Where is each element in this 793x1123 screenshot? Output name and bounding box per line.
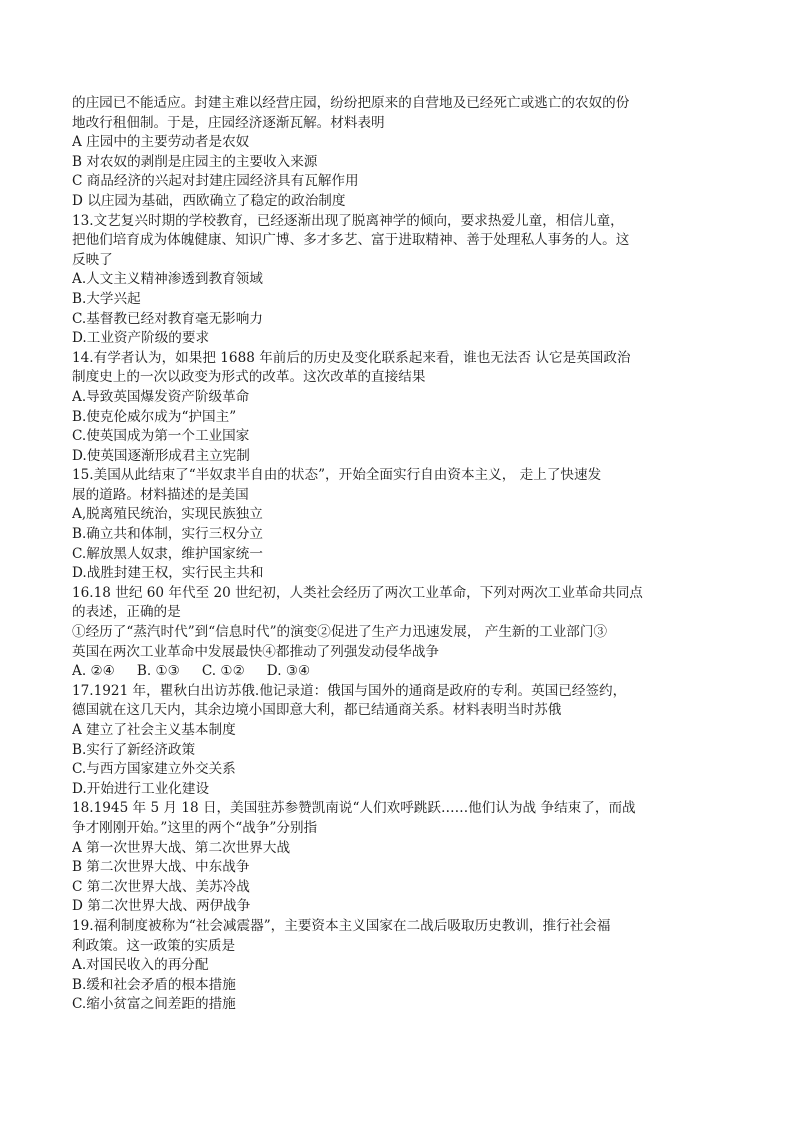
question-16-stem: 英国在两次工业革命中发展最快④都推动了列强发动侵华战争 bbox=[72, 643, 440, 660]
question-13-stem: 把他们培育成为体魄健康、知识广博、多才多艺、富于进取精神、善于处理私人事务的人。这 bbox=[72, 232, 630, 249]
question-15-stem: 展的道路。材料描述的是美国 bbox=[72, 486, 249, 503]
option-b: B. ①③ bbox=[136, 663, 180, 680]
option-c: C 第二次世界大战、美苏冷战 bbox=[72, 878, 250, 895]
question-17-stem: 17.1921 年，瞿秋白出访苏俄.他记录道：俄国与国外的通商是政府的专利。英国已经签约， bbox=[72, 682, 627, 699]
option-b: B 第二次世界大战、中东战争 bbox=[72, 859, 250, 876]
option-c: C.解放黑人奴隶，维护国家统一 bbox=[72, 545, 263, 562]
question-16-options bbox=[72, 662, 722, 682]
option-c: C 商品经济的兴起对封建庄园经济具有瓦解作用 bbox=[72, 173, 359, 190]
option-d: D 以庄园为基础，西欧确立了稳定的政治制度 bbox=[72, 192, 346, 209]
question-14-stem: 14.有学者认为，如果把 1688 年前后的历史及变化联系起来看，谁也无法否 认它是英国政治 bbox=[72, 349, 631, 366]
option-d: D. ③④ bbox=[266, 663, 311, 680]
option-d: D.开始进行工业化建设 bbox=[72, 780, 210, 797]
option-c: C.缩小贫富之间差距的措施 bbox=[72, 996, 236, 1013]
question-17-stem: 德国就在这几天内，其余边境小国即意大利，都已结通商关系。材料表明当时苏俄 bbox=[72, 702, 562, 719]
option-d: D.战胜封建王权，实行民主共和 bbox=[72, 565, 264, 582]
option-a: A.导致英国爆发资产阶级革命 bbox=[72, 388, 250, 405]
question-19-stem: 19.福利制度被称为“社会减震器”，主要资本主义国家在二战后吸取历史教训，推行社会福 bbox=[72, 917, 611, 934]
option-a: A 庄园中的主要劳动者是农奴 bbox=[72, 134, 250, 151]
option-c: C.基督教已经对教育毫无影响力 bbox=[72, 310, 263, 327]
option-b: B.大学兴起 bbox=[72, 290, 141, 307]
option-a: A.对国民收入的再分配 bbox=[72, 957, 209, 974]
text-line: 的庄园已不能适应。封建主难以经营庄园，纷纷把原来的自营地及已经死亡或逃亡的农奴的份 bbox=[72, 95, 630, 111]
option-c: C.使英国成为第一个工业国家 bbox=[72, 428, 250, 445]
question-16-stem: 的表述，正确的是 bbox=[72, 604, 181, 621]
option-d: D 第二次世界大战、两伊战争 bbox=[72, 898, 251, 915]
question-18-stem: 18.1945 年 5 月 18 日，美国驻苏参赞凯南说“人们欢呼跳跃……他们认为战 争结束了，而战 bbox=[72, 800, 636, 817]
option-a: A 第一次世界大战、第二次世界大战 bbox=[72, 839, 291, 856]
question-13-stem: 反映了 bbox=[72, 251, 113, 268]
document-page bbox=[72, 94, 722, 1015]
option-b: B.使克伦威尔成为“护国主” bbox=[72, 408, 237, 425]
question-14-stem: 制度史上的一次以政变为形式的改革。这次改革的直接结果 bbox=[72, 369, 426, 386]
option-c: C.与西方国家建立外交关系 bbox=[72, 761, 236, 778]
option-b: B.确立共和体制，实行三权分立 bbox=[72, 526, 264, 543]
option-b: B.缓和社会矛盾的根本措施 bbox=[72, 976, 236, 993]
option-b: B.实行了新经济政策 bbox=[72, 741, 196, 758]
question-16-stem: ①经历了“蒸汽时代”到“信息时代”的演变②促进了生产力迅速发展， 产生新的工业部门③ bbox=[72, 624, 608, 641]
option-d: D.使英国逐渐形成君主立宪制 bbox=[72, 447, 250, 464]
option-a: A. ②④ bbox=[72, 663, 115, 680]
question-19-stem: 利政策。这一政策的实质是 bbox=[72, 937, 236, 954]
text-line: 地改行租佃制。于是，庄园经济逐渐瓦解。材料表明 bbox=[72, 114, 385, 131]
option-c: C. ①② bbox=[201, 663, 245, 680]
option-a: A,脱离殖民统治，实现民族独立 bbox=[72, 506, 263, 523]
option-b: B 对农奴的剥削是庄园主的主要收入来源 bbox=[72, 153, 318, 170]
option-a: A 建立了社会主义基本制度 bbox=[72, 722, 236, 738]
question-13-stem: 13.文艺复兴时期的学校教育，已经逐渐出现了脱离神学的倾向，要求热爱儿童，相信儿童， bbox=[72, 212, 624, 229]
question-15-stem: 15.美国从此结束了“半奴隶半自由的状态”，开始全面实行自由资本主义， 走上了快速发 bbox=[72, 467, 602, 484]
question-16-stem: 16.18 世纪 60 年代至 20 世纪初，人类社会经历了两次工业革命，下列对两次工业革命共同点 bbox=[72, 584, 643, 601]
option-d: D.工业资产阶级的要求 bbox=[72, 330, 210, 347]
option-a: A.人文主义精神渗透到教育领域 bbox=[72, 271, 263, 288]
question-18-stem: 争才刚刚开始。”这里的两个“战争”分别指 bbox=[72, 819, 318, 836]
